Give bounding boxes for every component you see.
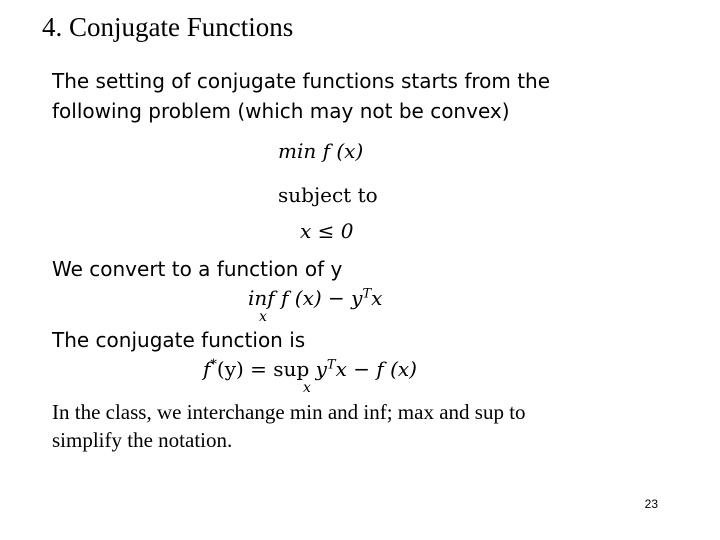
convert-inf-operator: inf [248, 286, 275, 310]
problem-objective: min f (x) [278, 139, 364, 163]
note-line-2: simplify the notation. [52, 428, 233, 452]
note-line-1: In the class, we interchange min and inf; max and sup to [52, 400, 526, 424]
conjugate-body-y: y [309, 357, 327, 381]
page-number: 23 [644, 497, 658, 511]
convert-subscript: x [259, 309, 267, 325]
intro-line-1: The setting of conjugate functions starts from the [52, 69, 551, 93]
problem-subject-to: subject to [278, 183, 378, 207]
convert-tail: x [371, 286, 383, 310]
conjugate-f: f [203, 357, 211, 381]
conjugate-star: * [210, 357, 217, 373]
conjugate-text: The conjugate function is [52, 328, 306, 352]
conjugate-sup-operator: sup [273, 357, 310, 381]
convert-expression [248, 286, 382, 310]
intro-line-2: following problem (which may not be convex) [52, 99, 510, 123]
conjugate-lhs-rest: (y) = [216, 357, 274, 381]
slide-title: 4. Conjugate Functions [42, 12, 294, 42]
convert-transpose: T [362, 286, 372, 302]
convert-body: f (x) − y [274, 286, 363, 310]
conjugate-body-tail: x − f (x) [335, 357, 417, 381]
conjugate-expression [203, 357, 417, 381]
conjugate-transpose: T [326, 357, 336, 373]
convert-text: We convert to a function of y [52, 257, 343, 281]
problem-constraint: x ≤ 0 [300, 219, 354, 243]
conjugate-subscript: x [303, 380, 311, 396]
